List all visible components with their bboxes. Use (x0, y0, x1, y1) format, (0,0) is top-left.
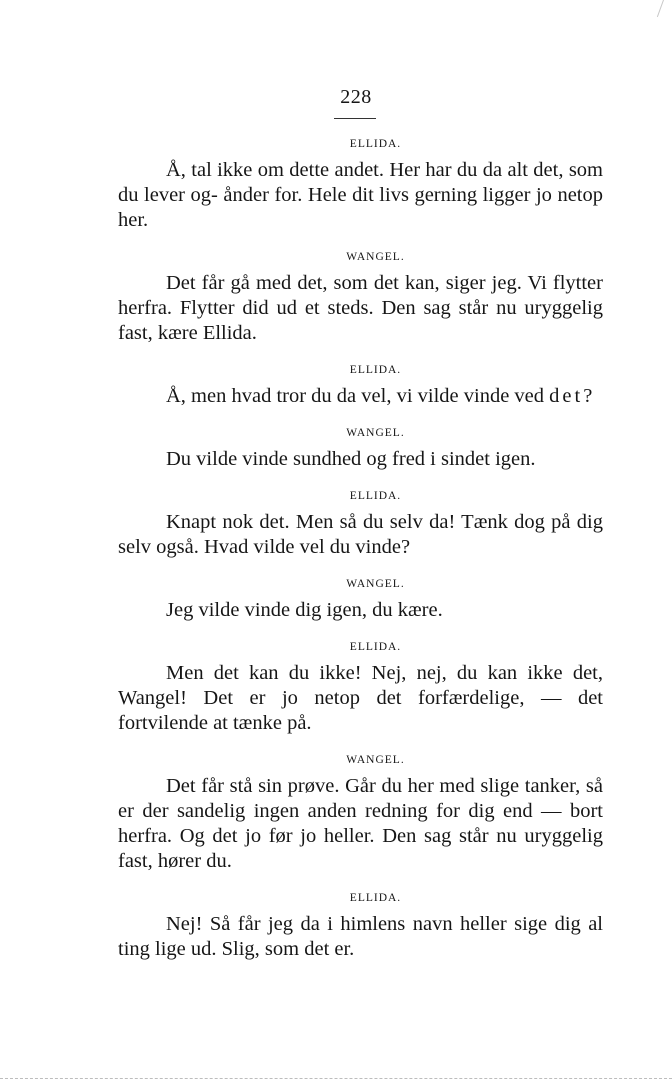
speech-text: Men det kan du ikke! Nej, nej, du kan ikke det, Wangel! Det er jo netop det forfærdelige, — det fortvilende at tænke på. (118, 662, 603, 734)
speech-text-part: Å, men hvad tror du da vel, vi vilde vinde ved (166, 385, 550, 407)
speech-text (118, 384, 603, 409)
speaker-name: WANGEL. (346, 251, 405, 263)
speech-text: Jeg vilde vinde dig igen, du kære. (166, 599, 443, 621)
speaker-name: ELLIDA. (349, 138, 402, 150)
speaker-name: WANGEL. (346, 427, 405, 439)
speech-text: Det får stå sin prøve. Går du her med slige tanker, så er der sandelig ingen anden redning for dig end — bort herfra. Og det jo før jo heller. Den sag står nu uryggelig fast, hører du. (118, 775, 603, 872)
speech-text: Å, tal ikke om dette andet. Her har du da alt det, som du lever og- ånder for. Hele dit livs gerning ligger jo netop her. (118, 159, 603, 231)
speaker-name: ELLIDA. (349, 892, 402, 904)
page-number: 228 (340, 86, 372, 108)
speaker-name: WANGEL. (346, 754, 405, 766)
play-text (118, 136, 603, 978)
speech-text: Nej! Så får jeg da i himlens navn heller sige dig al ting lige ud. Slig, som det er. (118, 913, 603, 960)
page-edge-mark (657, 0, 664, 17)
speech-text-part: ? (583, 385, 593, 407)
speaker-name: ELLIDA. (349, 641, 402, 653)
emphasized-word: det (549, 385, 584, 407)
speaker-name: WANGEL. (346, 578, 405, 590)
speech-text: Det får gå med det, som det kan, siger jeg. Vi flytter herfra. Flytter did ud et steds. Den sag står nu uryggelig fast, kære Ellida. (118, 272, 603, 344)
speech-text: Knapt nok det. Men så du selv da! Tænk dog på dig selv også. Hvad vilde vel du vinde? (118, 511, 603, 558)
speech-text: Du vilde vinde sundhed og fred i sindet igen. (166, 448, 536, 470)
page-number-rule (334, 118, 376, 119)
speaker-name: ELLIDA. (349, 364, 402, 376)
speaker-name: ELLIDA. (349, 490, 402, 502)
page-edge-line (0, 1078, 672, 1079)
